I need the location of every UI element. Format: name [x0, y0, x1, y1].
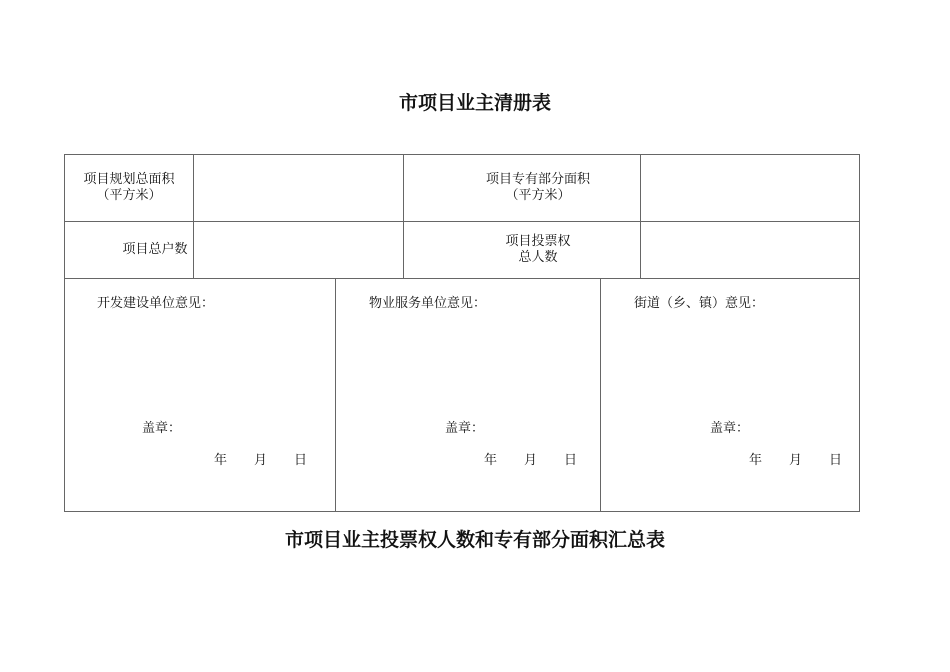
- property-year: 年: [484, 453, 498, 468]
- street-day: 日: [829, 453, 843, 468]
- form-title: 市项目业主清册表: [398, 92, 551, 114]
- voting-label-line1: 项目投票权: [505, 234, 571, 249]
- street-year: 年: [749, 453, 763, 468]
- opinion-divider-1: [335, 278, 336, 511]
- opinion-divider-2: [600, 278, 601, 511]
- voting-label: [403, 234, 673, 266]
- developer-date: [214, 453, 307, 469]
- voting-value[interactable]: [641, 222, 859, 278]
- developer-year: 年: [214, 453, 228, 468]
- street-opinion-label: 街道（乡、镇）意见：: [634, 296, 765, 311]
- planned-area-label: [65, 172, 193, 204]
- property-seal-label: 盖章：: [445, 421, 485, 436]
- street-month: 月: [789, 453, 803, 468]
- property-opinion-label: 物业服务单位意见：: [369, 296, 487, 311]
- exclusive-area-label: [403, 172, 673, 204]
- planned-area-label-line2: （平方米）: [96, 188, 162, 203]
- households-value[interactable]: [194, 222, 403, 278]
- exclusive-area-label-line2: （平方米）: [505, 188, 571, 203]
- developer-day: 日: [294, 453, 308, 468]
- exclusive-area-value[interactable]: [641, 155, 859, 221]
- summary-title: 市项目业主投票权人数和专有部分面积汇总表: [284, 529, 665, 551]
- row-divider-2: [65, 278, 859, 279]
- property-month: 月: [524, 453, 538, 468]
- households-label: 项目总户数: [122, 242, 188, 257]
- developer-month: 月: [254, 453, 268, 468]
- voting-label-line2: 总人数: [518, 250, 558, 265]
- exclusive-area-label-line1: 项目专有部分面积: [485, 172, 590, 187]
- property-day: 日: [564, 453, 578, 468]
- planned-area-label-line1: 项目规划总面积: [83, 172, 175, 187]
- developer-seal-label: 盖章：: [142, 421, 182, 436]
- property-date: [484, 453, 577, 469]
- street-date: [749, 453, 842, 469]
- planned-area-value[interactable]: [194, 155, 403, 221]
- owner-register-table: [64, 154, 860, 512]
- street-seal-label: 盖章：: [710, 421, 750, 436]
- developer-opinion-label: 开发建设单位意见：: [97, 296, 215, 311]
